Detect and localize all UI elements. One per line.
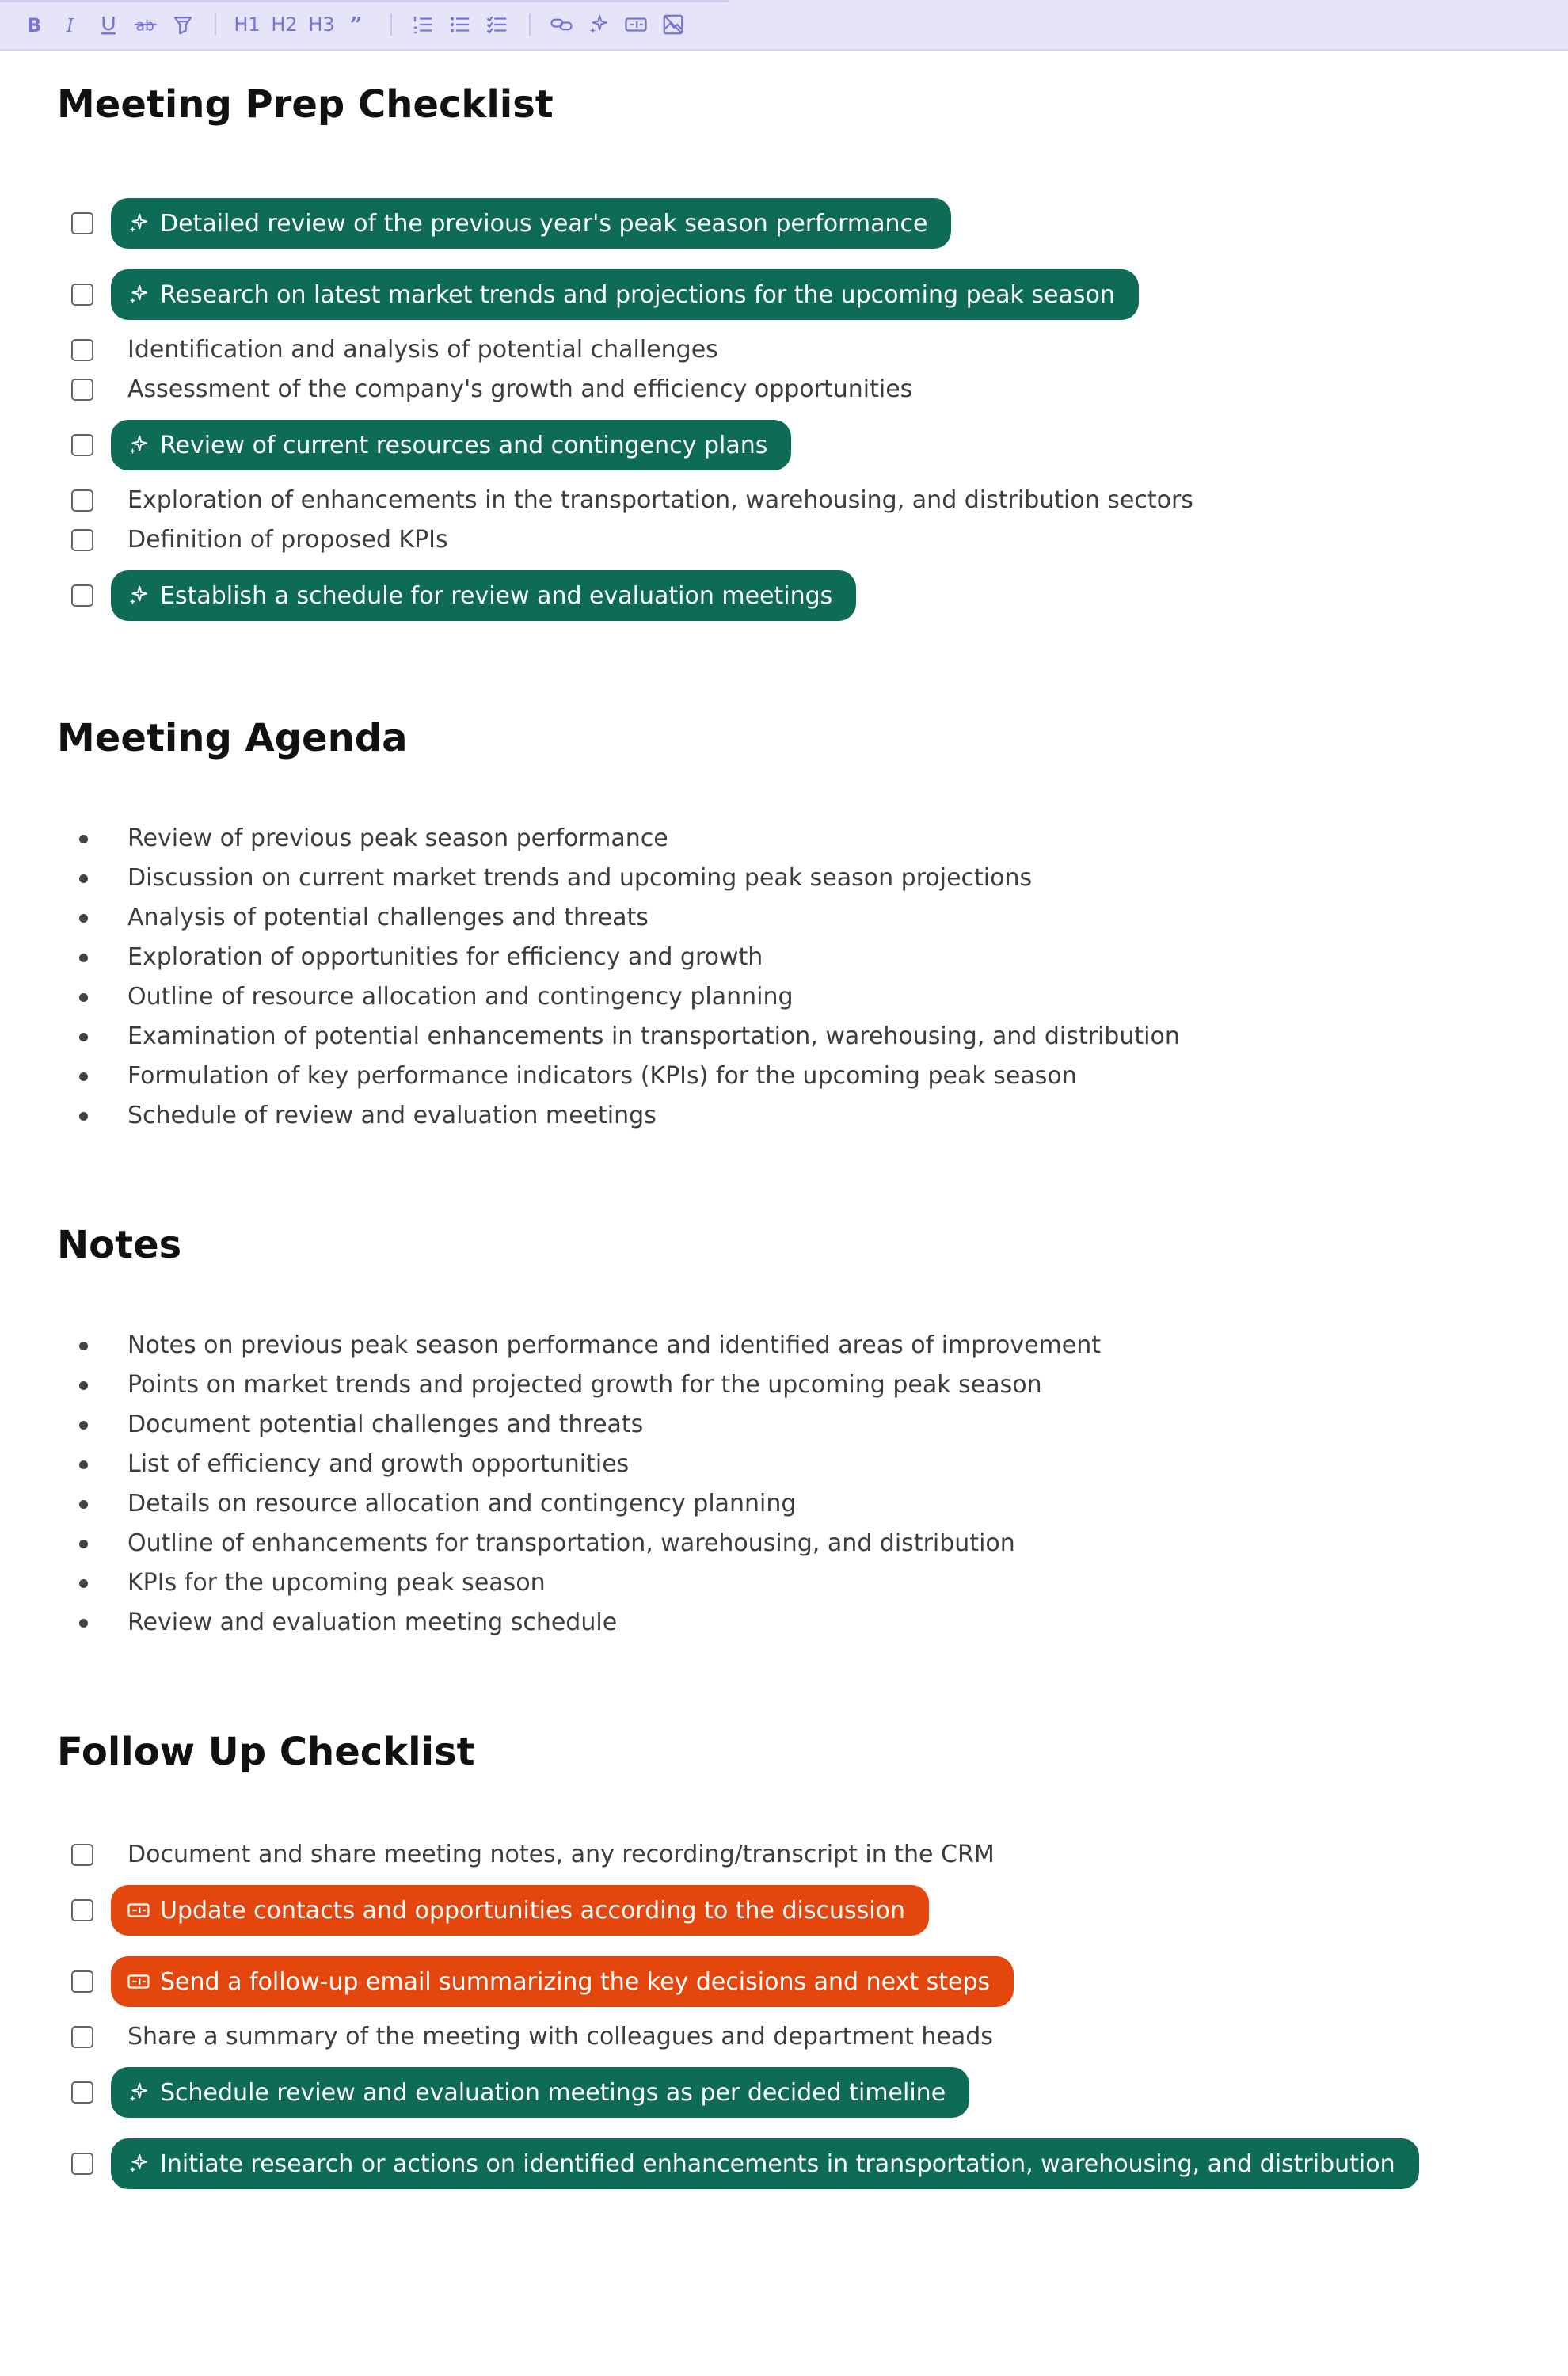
prep-checklist-title: Meeting Prep Checklist: [57, 82, 554, 127]
list-item: [0, 1406, 1568, 1445]
checklist-item-label: Detailed review of the previous year's peak season performance: [160, 209, 928, 238]
heading1-button[interactable]: H1: [234, 13, 261, 36]
sparkle-icon: [127, 283, 150, 307]
insert-image-button[interactable]: [657, 9, 690, 40]
bullet-dot: [79, 1460, 88, 1469]
checklist-item: [0, 572, 1568, 616]
list-item: [0, 1445, 1568, 1485]
list-item: [0, 1018, 1568, 1057]
list-item-text: Document potential challenges and threats: [127, 1411, 644, 1438]
editor-toolbar: [0, 0, 1568, 51]
list-item-text: Exploration of opportunities for efficiency and growth: [127, 943, 763, 971]
list-item: [0, 1057, 1568, 1097]
heading3-button[interactable]: H3: [308, 13, 335, 36]
list-item: [0, 978, 1568, 1018]
followup-checklist-title: Follow Up Checklist: [57, 1730, 475, 1774]
checkbox[interactable]: [71, 339, 93, 361]
checklist-item: [0, 516, 1568, 561]
quote-button[interactable]: [342, 9, 375, 40]
list-item: [0, 859, 1568, 899]
heading2-button[interactable]: H2: [271, 13, 298, 36]
sparkle-icon: [127, 2081, 150, 2104]
checklist-item-label: Update contacts and opportunities according to the discussion: [160, 1896, 905, 1925]
checklist-item-label: Review of current resources and contingency plans: [160, 431, 768, 459]
bullet-dot: [79, 1342, 88, 1350]
list-item: [0, 1604, 1568, 1643]
bulleted-list-icon: [448, 13, 472, 36]
crm-card-icon: [127, 1898, 150, 1922]
sparkle-icon: [587, 13, 611, 36]
bullet-dot: [79, 1381, 88, 1390]
list-item-text: Details on resource allocation and contingency planning: [127, 1490, 797, 1517]
toolbar-separator: [215, 13, 216, 36]
checkbox[interactable]: [71, 1844, 93, 1866]
bold-icon: [22, 13, 46, 36]
ai-assist-button[interactable]: [582, 9, 615, 40]
checkbox[interactable]: [71, 489, 93, 512]
bullet-dot: [79, 1072, 88, 1081]
checklist-item-label: Research on latest market trends and projections for the upcoming peak season: [160, 280, 1115, 309]
image-icon: [661, 13, 685, 36]
crm-pill[interactable]: [111, 1885, 929, 1936]
list-item-text: Points on market trends and projected growth for the upcoming peak season: [127, 1371, 1042, 1399]
checklist-item: [0, 1887, 1568, 1931]
bullet-dot: [79, 1033, 88, 1041]
list-item: [0, 820, 1568, 859]
list-item-text: Analysis of potential challenges and threats: [127, 904, 649, 931]
underline-icon: [97, 13, 120, 36]
checklist-item: [0, 421, 1568, 466]
ai-pill[interactable]: [111, 269, 1139, 320]
numbered-list-button[interactable]: [406, 9, 440, 40]
list-item: [0, 1564, 1568, 1604]
bullet-dot: [79, 1579, 88, 1588]
svg-text:I: I: [66, 13, 74, 36]
numbered-list-icon: [411, 13, 435, 36]
bulleted-list-button[interactable]: [443, 9, 477, 40]
bullet-dot: [79, 1112, 88, 1121]
link-icon: [550, 13, 573, 36]
checklist-item-label: Identification and analysis of potential challenges: [127, 336, 718, 364]
link-button[interactable]: [545, 9, 578, 40]
svg-text:”: ”: [349, 13, 363, 36]
agenda-title: Meeting Agenda: [57, 716, 408, 760]
strikethrough-icon: [134, 13, 158, 36]
bullet-dot: [79, 914, 88, 923]
checklist-item-label: Document and share meeting notes, any recording/transcript in the CRM: [127, 1841, 995, 1868]
checkbox[interactable]: [71, 1970, 93, 1993]
toolbar-accent: [0, 0, 729, 2]
ai-pill[interactable]: [111, 198, 951, 249]
list-item-text: List of efficiency and growth opportunities: [127, 1450, 630, 1478]
field-card-icon: [624, 13, 648, 36]
checkbox[interactable]: [71, 434, 93, 456]
list-item: [0, 1485, 1568, 1525]
checkbox[interactable]: [71, 284, 93, 306]
checklist-item-label: Schedule review and evaluation meetings as per decided timeline: [160, 2078, 946, 2107]
list-item-text: Outline of enhancements for transportation, warehousing, and distribution: [127, 1529, 1015, 1557]
svg-text:B: B: [27, 13, 42, 36]
bullet-dot: [79, 1500, 88, 1509]
svg-text:ab: ab: [135, 17, 154, 35]
italic-icon: [59, 13, 83, 36]
list-item-text: Notes on previous peak season performance and identified areas of improvement: [127, 1331, 1102, 1359]
list-item-text: Review of previous peak season performance: [127, 824, 668, 852]
checklist-item-label: Establish a schedule for review and evaluation meetings: [160, 581, 833, 610]
checklist-item-label: Exploration of enhancements in the transportation, warehousing, and distribution sectors: [127, 486, 1193, 514]
checkbox[interactable]: [71, 2026, 93, 2048]
list-item-text: KPIs for the upcoming peak season: [127, 1569, 546, 1597]
bullet-dot: [79, 1619, 88, 1628]
toolbar-separator: [529, 13, 531, 36]
bullet-dot: [79, 993, 88, 1002]
checkbox[interactable]: [71, 2081, 93, 2104]
list-item-text: Examination of potential enhancements in transportation, warehousing, and distribution: [127, 1022, 1180, 1050]
checklist-item: [0, 477, 1568, 521]
checklist-item-label: Send a follow-up email summarizing the key decisions and next steps: [160, 1967, 991, 1996]
sparkle-icon: [127, 433, 150, 457]
list-item-text: Schedule of review and evaluation meetings: [127, 1102, 657, 1129]
checkbox[interactable]: [71, 379, 93, 401]
checklist-item-label: Definition of proposed KPIs: [127, 526, 448, 554]
ai-pill[interactable]: [111, 420, 791, 470]
checklist-item: [0, 2069, 1568, 2113]
list-item: [0, 939, 1568, 978]
list-item-text: Outline of resource allocation and contingency planning: [127, 983, 794, 1011]
toolbar-separator: [390, 13, 392, 36]
crm-card-icon: [127, 1970, 150, 1993]
bold-button[interactable]: [17, 9, 51, 40]
checklist-item: [0, 326, 1568, 371]
list-item-text: Formulation of key performance indicators (KPIs) for the upcoming peak season: [127, 1062, 1077, 1090]
checkbox[interactable]: [71, 529, 93, 551]
list-item: [0, 899, 1568, 939]
checklist-item: [0, 200, 1568, 244]
quote-icon: [347, 13, 371, 36]
sparkle-icon: [127, 2152, 150, 2176]
insert-field-button[interactable]: [619, 9, 653, 40]
checklist-icon: [485, 13, 509, 36]
crm-pill[interactable]: [111, 1956, 1014, 2007]
notes-title: Notes: [57, 1223, 182, 1267]
list-item-text: Review and evaluation meeting schedule: [127, 1609, 618, 1636]
checklist-item: [0, 2013, 1568, 2058]
checkbox[interactable]: [71, 1899, 93, 1921]
highlight-button[interactable]: [166, 9, 200, 40]
sparkle-icon: [127, 584, 150, 607]
highlighter-icon: [171, 13, 195, 36]
bullet-dot: [79, 874, 88, 883]
list-item: [0, 1097, 1568, 1137]
strikethrough-button[interactable]: [129, 9, 162, 40]
checklist-item: [0, 366, 1568, 410]
checklist-item-label: Share a summary of the meeting with colleagues and department heads: [127, 2023, 993, 2050]
underline-button[interactable]: [92, 9, 125, 40]
checklist-item: [0, 1831, 1568, 1875]
checkbox[interactable]: [71, 584, 93, 607]
bullet-dot: [79, 1421, 88, 1430]
bullet-dot: [79, 1540, 88, 1548]
checklist-item: [0, 271, 1568, 315]
checklist-button[interactable]: [481, 9, 514, 40]
bullet-dot: [79, 835, 88, 843]
ai-pill[interactable]: [111, 2067, 969, 2118]
checkbox[interactable]: [71, 212, 93, 234]
checklist-item-label: Assessment of the company's growth and efficiency opportunities: [127, 375, 913, 403]
list-item: [0, 1525, 1568, 1564]
list-item: [0, 1366, 1568, 1406]
checklist-item-label: Initiate research or actions on identified enhancements in transportation, warehousing, and distribution: [160, 2149, 1395, 2178]
list-item: [0, 1327, 1568, 1366]
ai-pill[interactable]: [111, 2138, 1419, 2189]
checklist-item: [0, 1958, 1568, 2002]
bullet-dot: [79, 954, 88, 962]
list-item-text: Discussion on current market trends and upcoming peak season projections: [127, 864, 1033, 892]
italic-button[interactable]: [55, 9, 88, 40]
checkbox[interactable]: [71, 2153, 93, 2175]
sparkle-icon: [127, 211, 150, 235]
checklist-item: [0, 2140, 1568, 2184]
ai-pill[interactable]: [111, 570, 856, 621]
